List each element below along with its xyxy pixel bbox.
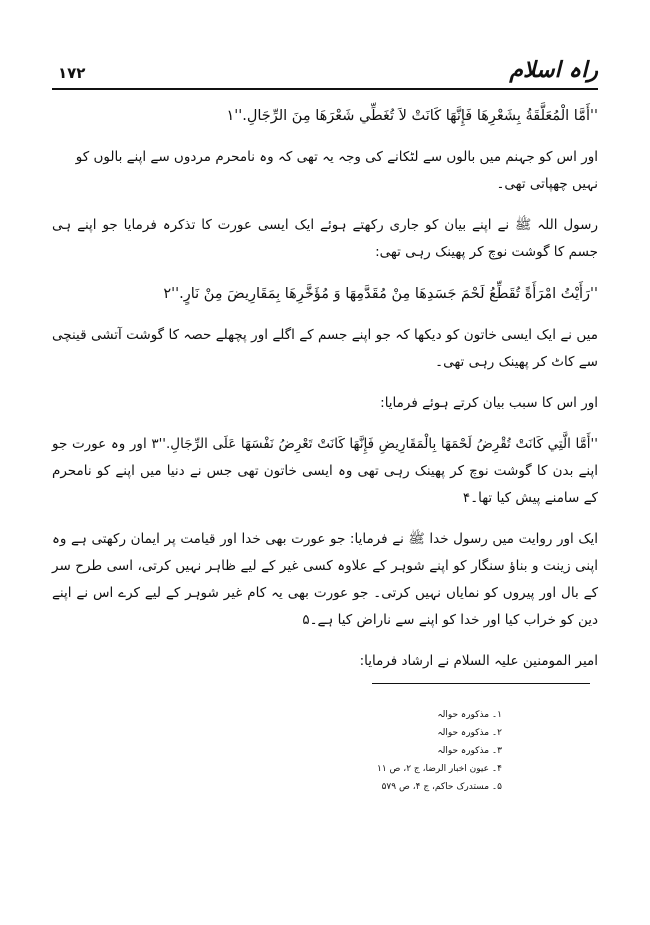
arabic-quote: ''رَأَيْتُ امْرَأَةً تُقَطِّعُ لَحْمَ جَسَدِهَا مِنْ مُقَدَّمِهَا وَ مُؤَخَّرِهَا بِمَقَارِيضَ مِنْ نَارٍ.''۲ (163, 286, 598, 302)
page-header (52, 58, 598, 88)
urdu-paragraph: ایک اور روایت میں رسول خدا ﷺ نے فرمایا: جو عورت بھی خدا اور قیامت پر ایمان رکھتی ہے وہ اپنی زینت و بناؤ سنگار کو اپنے شوہر کے علاوہ کسی غیر کے لیے ظاہر نہیں کرتی، اسی طرح سر کے بال اور پیروں کو نمایاں نہیں کرتی۔ جو عورت بھی یہ کام غیر شوہر کے لیے کرے اس نے اپنے دین کو خراب کیا اور خدا کو اپنے سے ناراض کیا ہے۔۵ (52, 531, 598, 628)
header-rule (52, 88, 598, 90)
urdu-paragraph: اور اس کو جہنم میں بالوں سے لٹکانے کی وجہ یہ تھی کہ وہ نامحرم مردوں سے اپنے بالوں کو نہیں چھپاتی تھی۔ (75, 149, 598, 192)
urdu-paragraph: میں نے ایک ایسی خاتون کو دیکھا کہ جو اپنے جسم کے اگلے اور پچھلے حصہ کا گوشت آتشی قینچی سے کاٹ کر پھینک رہی تھی۔ (52, 327, 598, 370)
urdu-paragraph: اور اس کا سبب بیان کرتے ہوئے فرمایا: (380, 395, 598, 411)
footnote-rule (372, 683, 590, 684)
footnote: ۴۔ عیون اخبار الرضا، ج ۲، ص ۱۱ (377, 764, 502, 774)
footnote: ۵۔ مستدرک حاکم، ج ۴، ص ۵۷۹ (381, 782, 502, 792)
footnote: ۳۔ مذکورہ حوالہ (437, 746, 502, 756)
urdu-paragraph: رسول اللہ ﷺ نے اپنے بیان کو جاری رکھتے ہوئے ایک ایسی عورت کا تذکرہ فرمایا جو اپنے ہی جسم کا گوشت نوچ کر پھینک رہی تھی: (52, 217, 598, 260)
page-body (52, 102, 598, 689)
arabic-quote: ''أَمَّا الْمُعَلَّقَةُ بِشَعْرِهَا فَإِنَّهَا كَانَتْ لاَ تُغَطِّي شَعْرَهَا مِنَ الرِّجَالِ.''۱ (226, 108, 598, 124)
urdu-paragraph: امیر المومنین علیہ السلام نے ارشاد فرمایا: (359, 653, 598, 669)
page-number: ۱۷۲ (58, 64, 86, 82)
book-title: راہ اسلام (509, 58, 598, 83)
footnote: ۲۔ مذکورہ حوالہ (437, 728, 502, 738)
footnote: ۱۔ مذکورہ حوالہ (437, 710, 502, 720)
mixed-paragraph: ''أَمَّا الَّتِي كَانَتْ تُقْرِضُ لَحْمَهَا بِالْمَقَارِيضِ فَإِنَّهَا كَانَتْ تَعْرِضُ نَفْسَهَا عَلَى الرِّجَالِ.''۳ اور وہ عورت جو اپنے بدن کا گوشت نوچ کر پھینک رہی تھی وہ ایسی خاتون تھی جس نے دنیا میں اپنے کو نامحرم کے سامنے پیش کیا تھا۔۴ (52, 436, 598, 506)
footnotes (377, 706, 502, 796)
